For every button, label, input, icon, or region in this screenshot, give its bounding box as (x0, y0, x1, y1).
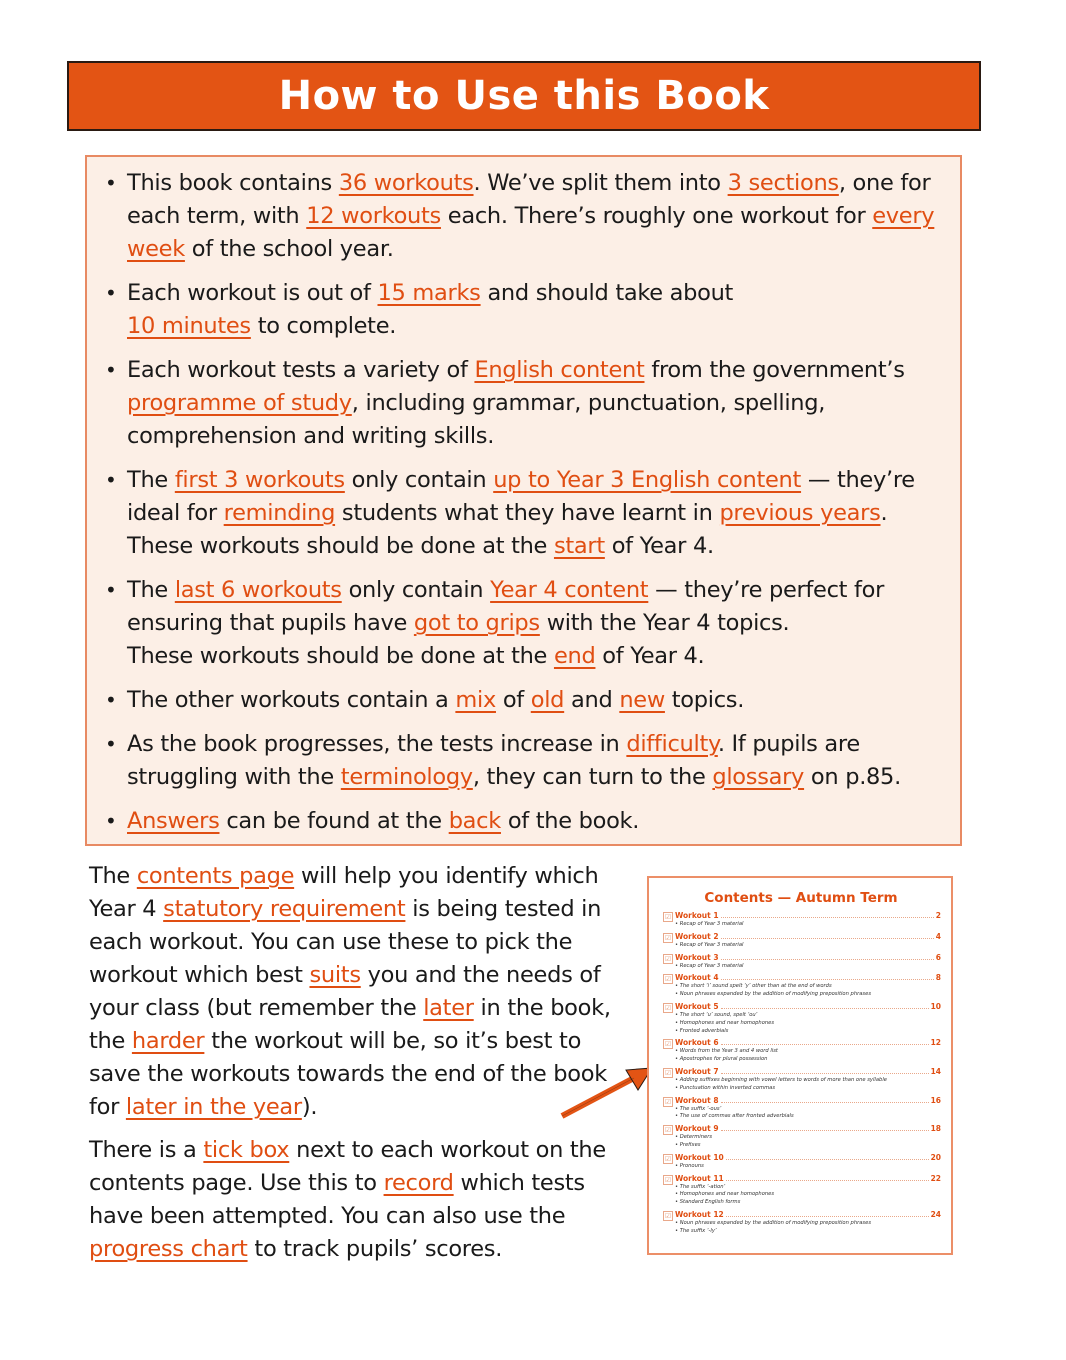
workout-name: Workout 8 (675, 1095, 719, 1105)
text-run: the workout will be, so it’s best to save the workouts towards the end of the book for (89, 1028, 607, 1120)
workout-topic: • Noun phrases expanded by the addition of modifying preposition phrases (675, 991, 872, 998)
bullet-item (105, 728, 940, 794)
highlighted-phrase: glossary (712, 764, 805, 790)
text-run: only contain (344, 467, 494, 493)
text-run: and should take about (480, 280, 734, 306)
workout-name: Workout 5 (675, 1001, 719, 1011)
highlighted-phrase: reminding (223, 500, 336, 526)
text-run: topics. (664, 687, 745, 713)
workout-name: Workout 9 (675, 1124, 719, 1134)
text-run: . (880, 500, 888, 526)
dot-leader (721, 959, 934, 960)
thumbnail-workout-row (661, 1037, 941, 1064)
workout-page-number: 14 (930, 1066, 941, 1076)
text-run: is being tested in each workout. You can use these to pick the workout which best (89, 896, 602, 988)
text-run: , one for each term, with (127, 170, 931, 229)
text-run: you and the needs of your class (but remember the (89, 962, 601, 1021)
workout-page-number: 18 (930, 1124, 941, 1134)
workout-name: Workout 12 (675, 1209, 724, 1219)
workout-topic: • The use of commas after fronted adverbials (675, 1113, 794, 1120)
workout-topic: • The suffix ‘-ous’ (675, 1105, 722, 1112)
dot-leader (721, 1008, 929, 1009)
highlighted-phrase: new (619, 687, 665, 713)
bullet-icon: • (105, 281, 117, 305)
text-run: There is a (89, 1137, 204, 1163)
workout-heading (675, 931, 941, 942)
bullet-icon: • (105, 468, 117, 492)
highlighted-phrase: 15 marks (377, 280, 481, 306)
highlighted-phrase: contents page (136, 863, 295, 889)
text-run: students what they have learnt in (335, 500, 720, 526)
tick-box-icon: ☑ (664, 1097, 672, 1106)
text-run: with the Year 4 topics. (539, 610, 790, 636)
thumbnail-title: Contents — Autumn Term (704, 890, 898, 906)
dot-leader (726, 1180, 929, 1181)
highlighted-phrase: end (553, 643, 596, 669)
text-run: , including grammar, punctuation, spelling, comprehension and writing skills. (127, 390, 826, 449)
workout-name: Workout 4 (675, 973, 719, 983)
workout-heading (675, 952, 941, 963)
dot-leader (721, 1044, 929, 1045)
text-run: which tests have been attempted. You can also use the (89, 1170, 585, 1229)
tick-box-icon: ☑ (664, 1040, 672, 1049)
workout-topic: • Standard English forms (675, 1199, 741, 1206)
workout-page-number: 12 (930, 1038, 941, 1048)
highlighted-phrase: statutory requirement (163, 896, 406, 922)
text-run: each. There’s roughly one workout for (440, 203, 873, 229)
workout-heading (675, 1066, 941, 1077)
workout-heading (675, 972, 941, 983)
workout-heading (675, 1173, 941, 1184)
text-run: As the book progresses, the tests increase in (127, 731, 627, 757)
text-run: on p.85. (804, 764, 901, 790)
text-run: of (495, 687, 531, 713)
title-banner (67, 61, 981, 131)
highlighted-phrase: difficulty (626, 731, 718, 757)
page-title: How to Use this Book (278, 73, 770, 119)
workout-topic: • Recap of Year 3 material (675, 962, 744, 969)
workout-name: Workout 2 (675, 931, 719, 941)
thumbnail-workout-list (661, 910, 941, 1236)
tick-box-icon: ☑ (664, 1211, 672, 1220)
text-run: of the book. (500, 808, 640, 834)
text-run: ). (301, 1094, 318, 1120)
workout-name: Workout 1 (675, 911, 719, 920)
text-run: of the school year. (184, 236, 394, 262)
text-run: Each workout is out of (127, 280, 378, 306)
text-run: These workouts should be done at the (127, 643, 554, 669)
text-run: will help you identify which Year 4 (89, 863, 599, 922)
dot-leader (721, 1073, 929, 1074)
info-box (85, 155, 962, 846)
highlighted-phrase: got to grips (413, 610, 540, 636)
workout-heading (675, 1209, 941, 1220)
text-run: in the book, the (89, 995, 611, 1054)
contents-page-thumbnail (647, 876, 953, 1255)
workout-page-number: 22 (930, 1173, 941, 1183)
bullet-item (105, 574, 940, 673)
thumbnail-workout-row (661, 1001, 941, 1035)
text-run: next to each workout on the contents page. Use this to (89, 1137, 606, 1196)
text-run: The other workouts contain a (127, 687, 456, 713)
tick-box-icon: ☑ (664, 1003, 672, 1012)
workout-page-number: 20 (930, 1152, 941, 1162)
dot-leader (726, 1159, 929, 1160)
tick-box-icon: ☑ (664, 1154, 672, 1163)
thumbnail-workout-row (661, 952, 941, 971)
highlighted-phrase: back (448, 808, 501, 834)
workout-topic: • Prefixes (675, 1141, 701, 1148)
text-run: to complete. (250, 313, 397, 339)
arrow-icon (556, 1064, 656, 1124)
highlighted-phrase: later (423, 995, 474, 1021)
tick-box-icon: ☑ (664, 1068, 672, 1077)
text-run: The (127, 577, 175, 603)
text-run: and (564, 687, 620, 713)
workout-topic: • The suffix ‘-ly’ (675, 1227, 717, 1234)
bullet-item (105, 805, 940, 838)
thumbnail-workout-row (661, 1066, 941, 1093)
highlighted-phrase: previous years (719, 500, 881, 526)
dot-leader (721, 979, 934, 980)
text-run: The (89, 863, 137, 889)
bullet-icon: • (105, 578, 117, 602)
workout-name: Workout 10 (675, 1152, 724, 1162)
thumbnail-workout-row (661, 1095, 941, 1122)
highlighted-phrase: suits (309, 962, 361, 988)
text-run: only contain (341, 577, 491, 603)
workout-topic: • Pronouns (675, 1162, 704, 1169)
thumbnail-workout-row (661, 1123, 941, 1150)
text-run: Each workout tests a variety of (127, 357, 475, 383)
dot-leader (721, 1102, 929, 1103)
tick-box-icon: ☑ (664, 913, 672, 921)
highlighted-phrase: progress chart (89, 1236, 248, 1262)
tick-box-icon: ☑ (664, 1175, 672, 1184)
workout-topic: • Fronted adverbials (675, 1027, 729, 1034)
workout-page-number: 24 (930, 1209, 941, 1219)
text-run: . If pupils are struggling with the (127, 731, 860, 790)
highlighted-phrase: mix (455, 687, 496, 713)
highlighted-phrase: 12 workouts (306, 203, 441, 229)
highlighted-phrase: harder (131, 1028, 205, 1054)
workout-topic: • Punctuation within inverted commas (675, 1084, 776, 1091)
tick-box-paragraph (89, 1134, 637, 1266)
dot-leader (721, 1130, 929, 1131)
bullet-icon: • (105, 732, 117, 756)
bullet-item (105, 684, 940, 717)
highlighted-phrase: tick box (203, 1137, 290, 1163)
workout-page-number: 6 (935, 952, 941, 962)
highlighted-phrase: old (530, 687, 565, 713)
thumbnail-workout-row (661, 1152, 941, 1171)
workout-heading (675, 1037, 941, 1048)
highlighted-phrase: 3 sections (727, 170, 839, 196)
text-run: . We’ve split them into (473, 170, 728, 196)
bullet-item (105, 464, 940, 563)
bullet-icon: • (105, 358, 117, 382)
highlighted-phrase: record (383, 1170, 454, 1196)
workout-page-number: 2 (935, 911, 941, 920)
text-run: from the government’s (644, 357, 905, 383)
thumbnail-workout-row (661, 910, 941, 929)
highlighted-phrase: later in the year (125, 1094, 302, 1120)
workout-topic: • Homophones and near homophones (675, 1019, 775, 1026)
highlighted-phrase: English content (474, 357, 645, 383)
bullet-icon: • (105, 809, 117, 833)
thumbnail-workout-row (661, 972, 941, 999)
workout-heading (675, 1095, 941, 1106)
thumbnail-workout-row (661, 1209, 941, 1236)
text-run: of Year 4. (604, 533, 714, 559)
workout-topic: • Recap of Year 3 material (675, 921, 744, 927)
workout-name: Workout 11 (675, 1173, 724, 1183)
workout-heading (675, 1001, 941, 1012)
workout-name: Workout 3 (675, 952, 719, 962)
tick-box-icon: ☑ (664, 975, 672, 984)
bullet-icon: • (105, 688, 117, 712)
bullet-item (105, 277, 940, 343)
workout-topic: • The suffix ‘-ation’ (675, 1183, 726, 1190)
highlighted-phrase: last 6 workouts (174, 577, 342, 603)
workout-topic: • Determiners (675, 1134, 713, 1141)
bullet-item (105, 354, 940, 453)
text-run: — they’re perfect for ensuring that pupils have (127, 577, 885, 636)
bullet-item (105, 167, 940, 266)
workout-page-number: 4 (935, 931, 941, 941)
text-run: The (127, 467, 175, 493)
bullet-icon: • (105, 171, 117, 195)
workout-topic: • Noun phrases expanded by the addition of modifying preposition phrases (675, 1219, 872, 1226)
text-run: of Year 4. (595, 643, 705, 669)
workout-topic: • Adding suffixes beginning with vowel letters to words of more than one syllable (675, 1076, 887, 1083)
workout-name: Workout 7 (675, 1066, 719, 1076)
highlighted-phrase: first 3 workouts (174, 467, 345, 493)
tick-box-icon: ☑ (664, 1126, 672, 1135)
workout-heading (675, 1123, 941, 1134)
text-run: — they’re ideal for (127, 467, 915, 526)
workout-topic: • The short ‘u’ sound, spelt ‘ou’ (675, 1011, 758, 1018)
highlighted-phrase: terminology (340, 764, 473, 790)
highlighted-phrase: up to Year 3 English content (493, 467, 802, 493)
tick-box-icon: ☑ (664, 954, 672, 963)
dot-leader (726, 1216, 929, 1217)
workout-topic: • Apostrophes for plural possession (675, 1056, 768, 1063)
bullet-list (105, 167, 940, 838)
workout-page-number: 8 (935, 973, 941, 983)
text-run: These workouts should be done at the (127, 533, 554, 559)
text-run: can be found at the (219, 808, 449, 834)
workout-topic: • Recap of Year 3 material (675, 941, 744, 948)
workout-page-number: 16 (930, 1095, 941, 1105)
highlighted-phrase: Year 4 content (490, 577, 649, 603)
highlighted-phrase: Answers (127, 808, 220, 834)
workout-topic: • The short ‘i’ sound spelt ‘y’ other than at the end of words (675, 983, 832, 990)
workout-topic: • Homophones and near homophones (675, 1191, 775, 1198)
text-run: , they can turn to the (472, 764, 713, 790)
dot-leader (721, 917, 934, 918)
workout-page-number: 10 (930, 1001, 941, 1011)
text-run: This book contains (127, 170, 339, 196)
highlighted-phrase: programme of study (127, 390, 352, 416)
dot-leader (721, 938, 934, 939)
highlighted-phrase: every week (127, 203, 935, 262)
thumbnail-workout-row (661, 1173, 941, 1207)
thumbnail-workout-row (661, 931, 941, 950)
workout-heading (675, 1152, 941, 1163)
workout-name: Workout 6 (675, 1038, 719, 1048)
highlighted-phrase: 36 workouts (338, 170, 474, 196)
contents-explanation-paragraph (89, 860, 637, 1124)
highlighted-phrase: 10 minutes (127, 313, 251, 339)
workout-heading (675, 910, 941, 921)
highlighted-phrase: start (553, 533, 605, 559)
tick-box-icon: ☑ (664, 933, 672, 942)
text-run: to track pupils’ scores. (247, 1236, 503, 1262)
workout-topic: • Words from the Year 3 and 4 word list (675, 1048, 778, 1055)
